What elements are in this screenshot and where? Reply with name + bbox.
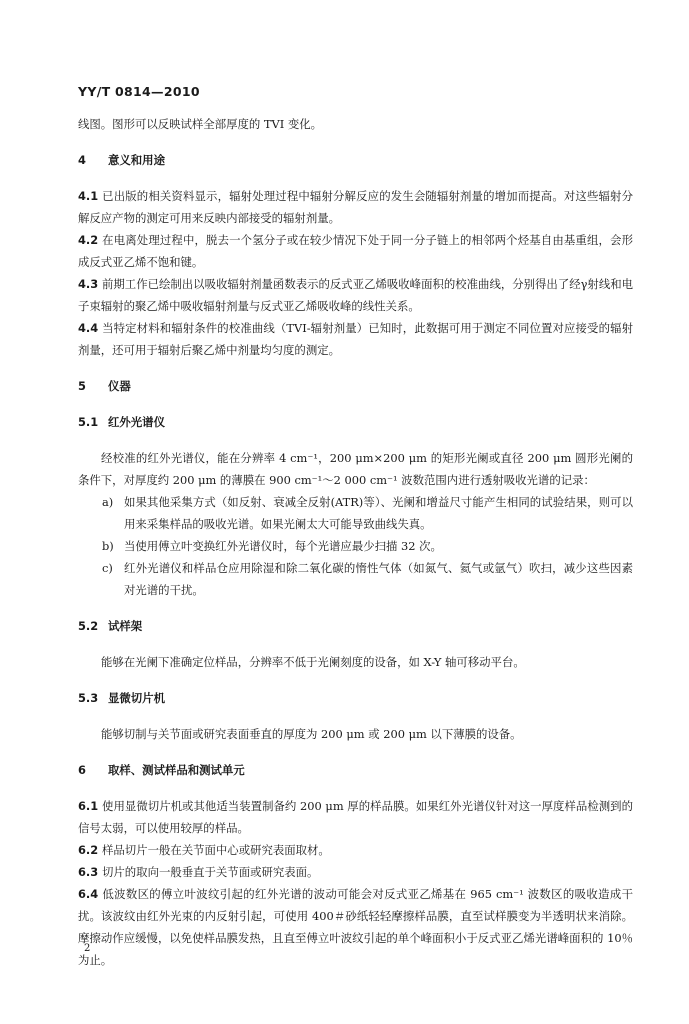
subsection-5-3-heading <box>78 687 633 709</box>
list-item-text: 如果其他采集方式（如反射、衰减全反射(ATR)等）、光阑和增益尺寸能产生相同的试验结果，则可以用来采集样品的吸收光谱。如果光阑太大可能导致曲线失真。 <box>124 495 633 531</box>
clause-6-1 <box>78 795 633 839</box>
list-marker: a) <box>102 495 114 509</box>
subsection-title: 显微切片机 <box>108 691 165 705</box>
clause-text: 使用显微切片机或其他适当装置制备约 200 μm 厚的样品膜。如果红外光谱仪针对这一厚度样品检测到的信号太弱，可以使用较厚的样品。 <box>78 799 633 835</box>
clause-number: 6.4 <box>78 887 99 901</box>
clause-number: 6.1 <box>78 799 99 813</box>
section-number: 4 <box>78 153 86 167</box>
list-item <box>78 491 633 535</box>
intro-paragraph: 线图。图形可以反映试样全部厚度的 TVI 变化。 <box>78 117 322 131</box>
section-title: 取样、测试样品和测试单元 <box>108 763 245 777</box>
subsection-title: 红外光谱仪 <box>108 415 165 429</box>
section-number: 6 <box>78 763 86 777</box>
subsection-5-2-heading <box>78 615 633 637</box>
clause-text: 低波数区的傅立叶波纹引起的红外光谱的波动可能会对反式亚乙烯基在 965 cm⁻¹ 波数区的吸收造成干扰。该波纹由红外光束的内反射引起，可使用 400＃砂纸轻轻摩擦样品膜，直至试样膜变为半透明状来消除。摩擦动作应缓慢，以免使样品膜发热，且直至傅立叶波纹引起的单个峰面积小于反式亚乙烯光谱峰面积的 10％为止。 <box>78 887 633 967</box>
clause-text: 当特定材料和辐射条件的校准曲线（TVI-辐射剂量）已知时，此数据可用于测定不同位置对应接受的辐射剂量，还可用于辐射后聚乙烯中剂量均匀度的测定。 <box>78 321 633 357</box>
page-content <box>78 113 633 971</box>
subsection-title: 试样架 <box>108 619 143 633</box>
clause-4-4 <box>78 317 633 361</box>
subsection-number: 5.2 <box>78 619 99 633</box>
clause-6-4 <box>78 883 633 971</box>
clause-number: 4.1 <box>78 189 99 203</box>
clause-text: 切片的取向一般垂直于关节面或研究表面。 <box>102 865 319 879</box>
subsection-number: 5.1 <box>78 415 99 429</box>
section-number: 5 <box>78 379 86 393</box>
list-item-text: 当使用傅立叶变换红外光谱仪时，每个光谱应最少扫描 32 次。 <box>124 539 442 553</box>
clause-6-3 <box>78 861 633 883</box>
subsection-number: 5.3 <box>78 691 99 705</box>
subsection-5-3-text: 能够切制与关节面或研究表面垂直的厚度为 200 μm 或 200 μm 以下薄膜的设备。 <box>101 727 522 741</box>
section-5-heading <box>78 375 633 397</box>
list-item <box>78 535 633 557</box>
list-item <box>78 557 633 601</box>
clause-4-2 <box>78 229 633 273</box>
clause-number: 4.3 <box>78 277 99 291</box>
clause-4-1 <box>78 185 633 229</box>
list-marker: c) <box>102 561 113 575</box>
list-marker: b) <box>102 539 114 553</box>
section-title: 仪器 <box>108 379 131 393</box>
section-4-heading <box>78 149 633 171</box>
clause-6-2 <box>78 839 633 861</box>
clause-number: 4.2 <box>78 233 99 247</box>
clause-text: 在电离处理过程中，脱去一个氢分子或在较少情况下处于同一分子链上的相邻两个烃基自由基重组，会形成反式亚乙烯不饱和键。 <box>78 233 633 269</box>
subsection-5-1-text: 经校准的红外光谱仪，能在分辨率 4 cm⁻¹，200 μm×200 μm 的矩形光阑或直径 200 μm 圆形光阑的条件下，对厚度约 200 μm 的薄膜在 900 cm⁻¹～2 000 cm⁻¹ 波数范围内进行透射吸收光谱的记录： <box>78 451 633 487</box>
subsection-5-1-heading <box>78 411 633 433</box>
clause-4-3 <box>78 273 633 317</box>
standard-code: YY/T 0814—2010 <box>78 84 200 99</box>
clause-text: 已出版的相关资料显示，辐射处理过程中辐射分解反应的发生会随辐射剂量的增加而提高。对这些辐射分解反应产物的测定可用来反映内部接受的辐射剂量。 <box>78 189 633 225</box>
subsection-5-2-text: 能够在光阑下准确定位样品，分辨率不低于光阑刻度的设备，如 X-Y 轴可移动平台。 <box>101 655 525 669</box>
clause-number: 4.4 <box>78 321 99 335</box>
clause-number: 6.2 <box>78 843 99 857</box>
clause-text: 样品切片一般在关节面中心或研究表面取材。 <box>102 843 330 857</box>
clause-number: 6.3 <box>78 865 99 879</box>
section-6-heading <box>78 759 633 781</box>
clause-text: 前期工作已绘制出以吸收辐射剂量函数表示的反式亚乙烯吸收峰面积的校准曲线，分别得出了经γ射线和电子束辐射的聚乙烯中吸收辐射剂量与反式亚乙烯吸收峰的线性关系。 <box>78 277 633 313</box>
list-item-text: 红外光谱仪和样品仓应用除湿和除二氧化碳的惰性气体（如氮气、氦气或氩气）吹扫，减少这些因素对光谱的干扰。 <box>124 561 633 597</box>
page-number: 2 <box>84 943 91 954</box>
section-title: 意义和用途 <box>108 153 165 167</box>
